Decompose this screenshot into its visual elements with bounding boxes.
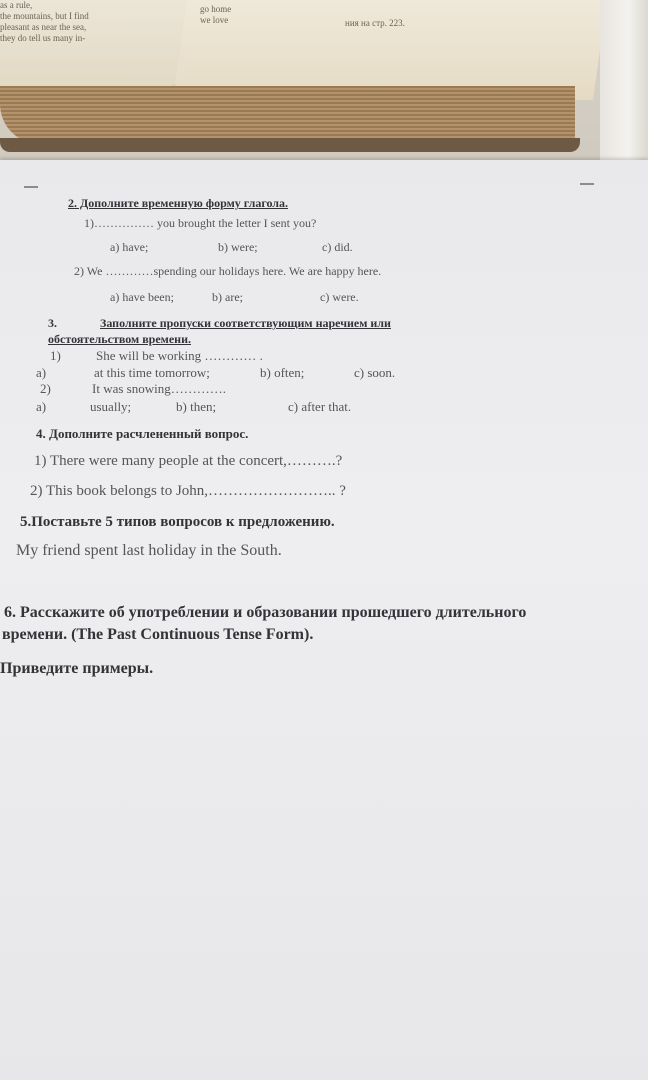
book-page-reference: ния на стр. 223. (345, 18, 405, 28)
task3-number: 3. (48, 316, 57, 330)
task3-row-label: 2) (40, 381, 51, 396)
task2-q2-option-a: a) have been; (110, 290, 174, 304)
task5-sentence: My friend spent last holiday in the South. (16, 542, 282, 559)
task3-row-text: It was snowing…………. (92, 381, 226, 396)
task6-line1: 6. Расскажите об употреблении и образовании прошедшего длительного (4, 604, 527, 621)
task2-q1-option-b: b) were; (218, 240, 258, 254)
book-left-text (0, 0, 150, 44)
hole-mark (580, 183, 594, 185)
book-line: they do tell us many in- (0, 33, 86, 43)
task3-row-label: 1) (50, 348, 61, 363)
task3-row-option-c: c) after that. (288, 399, 352, 414)
task3-title-line2: обстоятельством времени. (48, 332, 191, 346)
task3-row-label: a) (36, 399, 47, 414)
task3-row-option-b: b) then; (176, 399, 217, 414)
task5-title: 5.Поставьте 5 типов вопросов к предложению. (20, 514, 335, 530)
plastic-sleeve (600, 0, 648, 170)
task2-q1-option-a: a) have; (110, 240, 149, 254)
task4-q1: 1) There were many people at the concert,……….? (34, 453, 343, 469)
book-line: the mountains, but I find (0, 11, 89, 21)
book-line: we love (200, 15, 229, 25)
hole-mark (24, 186, 38, 188)
task3-row-text: at this time tomorrow; (94, 365, 210, 380)
task2-q2: 2) We …………spending our holidays here. We are happy here. (74, 264, 382, 278)
book-line: as a rule, (0, 0, 33, 10)
task3-row-text: She will be working ………… . (96, 348, 263, 363)
task2-title: 2. Дополните временную форму глагола. (68, 196, 289, 210)
task6-line2: времени. (The Past Continuous Tense Form). (2, 626, 314, 643)
task3-row-label: a) (36, 365, 47, 380)
book-cover (0, 138, 580, 152)
task2-q1: 1)…………… you brought the letter I sent you? (84, 216, 317, 230)
book-page-edges (0, 86, 575, 144)
worksheet (0, 160, 648, 1080)
task3-title-line1: Заполните пропуски соответствующим наречием или (100, 316, 391, 330)
book-line: go home (200, 4, 232, 14)
task3-row-text: usually; (90, 399, 132, 414)
task6-line3: Приведите примеры. (0, 660, 154, 677)
task4-q2: 2) This book belongs to John,…………………….. ? (30, 483, 346, 499)
task2-q2-option-b: b) are; (212, 290, 243, 304)
task3-row-option-b: b) often; (260, 365, 305, 380)
task3-row-option-c: c) soon. (354, 365, 396, 380)
book-line: pleasant as near the sea, (0, 22, 87, 32)
task2-q2-option-c: c) were. (320, 290, 359, 304)
task2-q1-option-c: c) did. (322, 240, 353, 254)
background-book (0, 0, 648, 170)
task4-title: 4. Дополните расчлененный вопрос. (36, 426, 249, 441)
